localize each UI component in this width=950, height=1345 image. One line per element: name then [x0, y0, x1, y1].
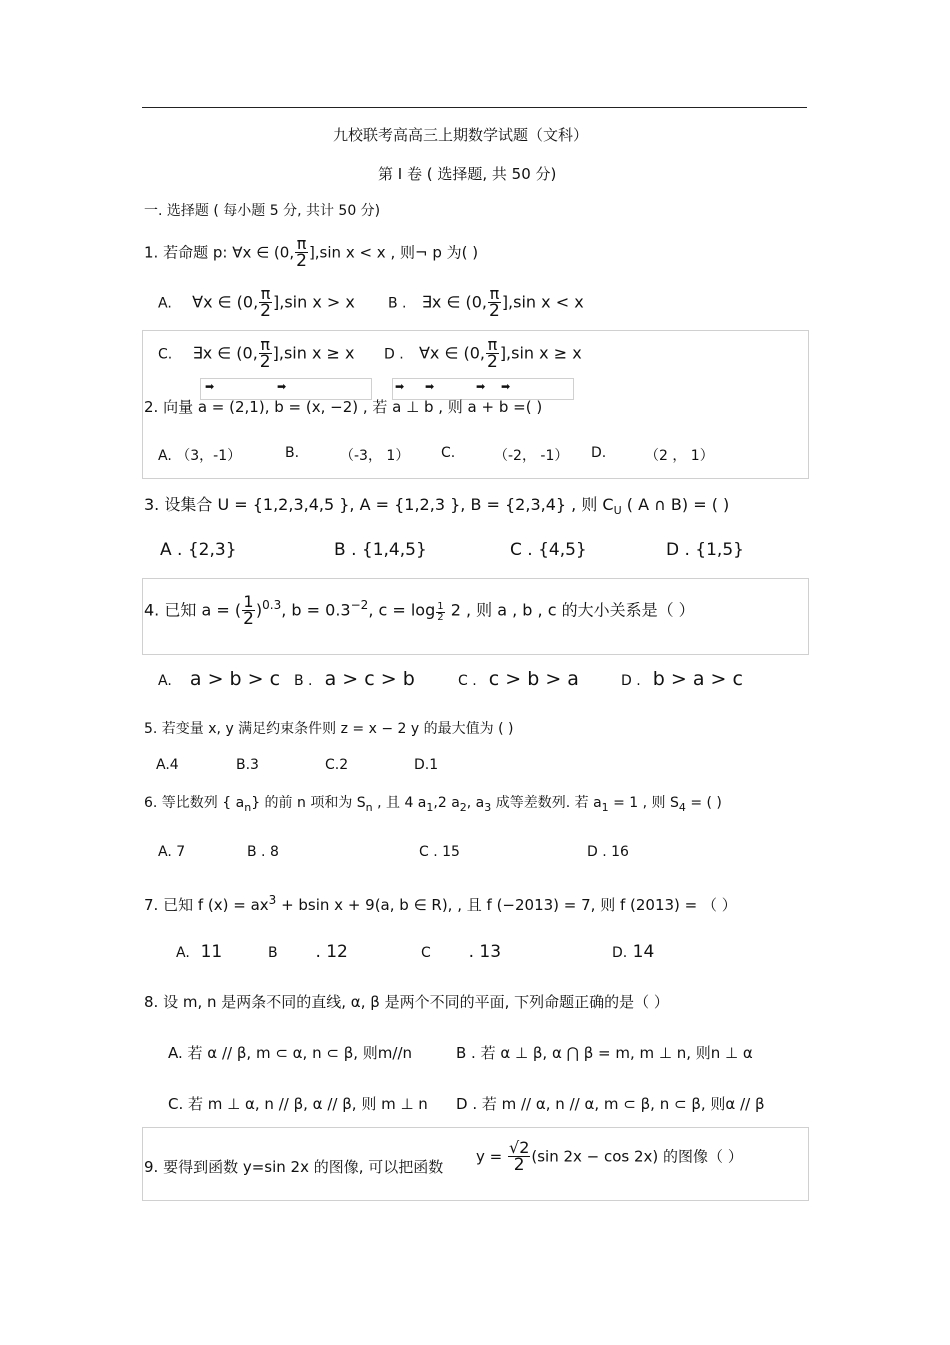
- vector-arrow-icon: ➡: [205, 380, 215, 393]
- q9-stem-a: 9. 要得到函数 y=sin 2x 的图像, 可以把函数: [144, 1158, 444, 1176]
- q5-option-c: C.2: [325, 757, 349, 773]
- q4-option-a: A. a > b > c: [158, 668, 281, 690]
- vector-arrow-icon: ➡: [425, 380, 435, 393]
- q7-option-d: D. 14: [612, 942, 655, 962]
- q1-stem: 1. 若命题 p: ∀x ∈ (0, $\frac{\pi}{2}$ ],sin x < x , 则¬ p 为( ): [144, 234, 479, 271]
- exam-title: 九校联考高高三上期数学试题（文科）: [333, 126, 589, 144]
- vector-arrow-icon: ➡: [501, 380, 511, 393]
- q5-option-b: B.3: [236, 757, 259, 773]
- q4-option-b: B . a > c > b: [294, 668, 415, 690]
- q6-stem: 6. 等比数列 { $a_n$} 的前 n 项和为 $S_n$ , 且 4 $a_1,2$ $a_2$, $a_3$ 成等差数列. 若 $a_1 = 1$ , 则 $S_4$ = ( ): [144, 795, 722, 814]
- q3-option-c: C . {4,5}: [510, 540, 587, 560]
- q8-option-a: A. 若 α // β, m ⊂ α, n ⊂ β, 则m//n: [168, 1044, 413, 1062]
- q7-option-c: C . 13: [421, 942, 502, 962]
- q4-option-d: D . b > a > c: [621, 668, 743, 690]
- q3-option-d: D . {1,5}: [666, 540, 744, 560]
- q6-option-a: A. 7: [158, 844, 186, 860]
- q7-stem: 7. 已知 f $(x) = ax^3 + bsin$ x + 9(a, b ∈ R), , 且 f (−2013) = 7, 则 f (2013) = （ ）: [144, 893, 737, 914]
- section-title: 第 I 卷 ( 选择题, 共 50 分): [378, 165, 557, 183]
- q1-option-d: D . ∀x ∈ (0, $\frac{\pi}{2}$ ],sin x ≥ x: [384, 335, 582, 372]
- q3-option-b: B . {1,4,5}: [334, 540, 427, 560]
- q2-option-b: （-3， 1）: [340, 448, 410, 464]
- q2-option-a: A. （3，-1）: [158, 448, 242, 464]
- q5-stem: 5. 若变量 x, y 满足约束条件则 z = x − 2 y 的最大值为 ( ): [144, 721, 514, 737]
- q4-stem: 4. 已知 a = ( $\frac{1}{2}$ )$^{0.3}$, $b = 0.3^{-2}$, c = log $\frac{1}{2}$ 2 , 则 a , b , c 的大小关系是（ ）: [144, 592, 695, 629]
- q2-option-d: （2 ， 1）: [645, 448, 714, 464]
- q2-stem: 2. 向量 a = (2,1), b = (x, −2) , 若 a ⊥ b , 则 a + b =( ): [144, 398, 543, 416]
- q2-option-b-label: B.: [285, 445, 300, 461]
- q6-option-c: C . 15: [419, 844, 460, 860]
- q9-function: y = $\frac{√2}{2}$ (sin 2x − cos 2x) 的图像（ ）: [476, 1138, 743, 1175]
- q5-option-d: D.1: [414, 757, 439, 773]
- q4-option-c: C . c > b > a: [458, 668, 579, 690]
- q2-option-c-label: C.: [441, 445, 456, 461]
- q7-option-a: A. 11: [176, 942, 223, 962]
- q3-option-a: A . {2,3}: [160, 540, 237, 560]
- q8-option-b: B . 若 α ⊥ β, α ⋂ β = m, m ⊥ n, 则n ⊥ α: [456, 1044, 753, 1062]
- vector-arrow-icon: ➡: [395, 380, 405, 393]
- part-heading: 一. 选择题 ( 每小题 5 分, 共计 50 分): [144, 203, 381, 219]
- q6-option-b: B . 8: [247, 844, 279, 860]
- q7-option-b: B . 12: [268, 942, 348, 962]
- q1-option-a: A. ∀x ∈ (0, $\frac{\pi}{2}$ ],sin x > x: [158, 284, 355, 321]
- q6-option-d: D . 16: [587, 844, 629, 860]
- q1-option-c: C. ∃x ∈ (0, $\frac{\pi}{2}$ ],sin x ≥ x: [158, 335, 355, 372]
- q8-option-c: C. 若 m ⊥ α, n // β, α // β, 则 m ⊥ n: [168, 1095, 428, 1113]
- q8-option-d: D . 若 m // α, n // α, m ⊂ β, n ⊂ β, 则α // β: [456, 1095, 765, 1113]
- q5-option-a: A.4: [156, 757, 179, 773]
- q8-stem: 8. 设 m, n 是两条不同的直线, α, β 是两个不同的平面, 下列命题正确的是（ ）: [144, 993, 669, 1011]
- q1-option-b: B . ∃x ∈ (0, $\frac{\pi}{2}$ ],sin x < x: [388, 284, 584, 321]
- q3-stem: 3. 设集合 U = {1,2,3,4,5 }, A = {1,2,3 }, B = {2,3,4} , 则 $C_U$ ( A ∩ B) = ( ): [144, 495, 730, 518]
- top-rule: [142, 107, 807, 108]
- vector-arrow-icon: ➡: [277, 380, 287, 393]
- vector-arrow-icon: ➡: [476, 380, 486, 393]
- q2-option-c: （-2， -1）: [494, 448, 569, 464]
- q2-option-d-label: D.: [591, 445, 607, 461]
